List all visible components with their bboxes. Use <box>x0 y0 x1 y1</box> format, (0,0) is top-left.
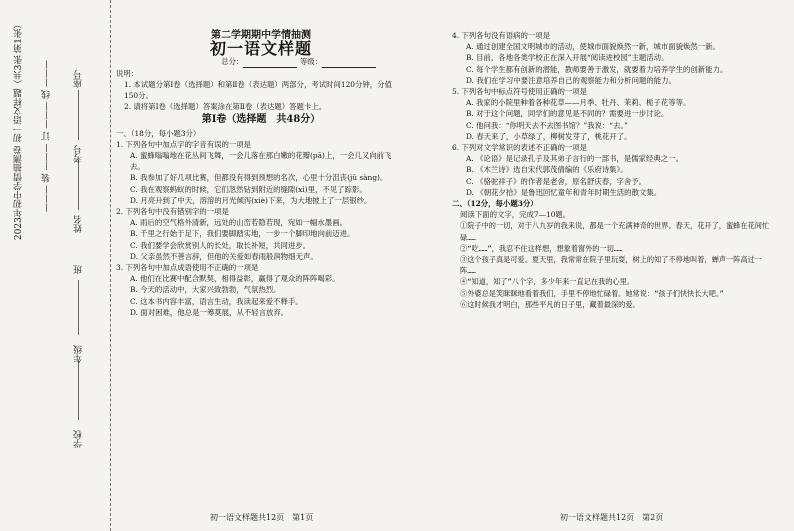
school-field[interactable] <box>78 360 79 420</box>
question-6-stem: 6. 下列对文学常识的表述不正确的一项是 <box>452 143 588 153</box>
series-label: 2023年初中学情抽测卷 初一语文样题（共3张 第1张） <box>14 20 24 241</box>
grade-label: 年级 <box>74 345 84 363</box>
question-3-option-b: B. 今天的活动中，大家兴致勃勃，气氛热烈。 <box>130 285 281 295</box>
question-4-option-a: A. 通过创建全国文明城市的活动，使城市面貌焕然一新，城市面貌焕然一新。 <box>466 42 720 52</box>
passage-paragraph: ③这个孩子真是可爱。夏天里，我常常在院子里玩耍，树上的知了不停地叫着，蝉声一阵高过一阵…… <box>460 255 762 276</box>
class-label: 班 <box>74 265 84 274</box>
score-field[interactable] <box>243 60 297 68</box>
question-5-option-a: A. 我家的小院里种着各种花草——月季、牡丹、茉莉、栀子花等等。 <box>466 98 691 108</box>
exam-no-label: 考号 <box>74 145 84 163</box>
question-2-stem: 2. 下列各句中没有错别字的一项是 <box>116 207 229 217</box>
question-5-option-b: B. 对于这个问题，同学们的意见是不同的？需要进一步讨论。 <box>466 109 669 119</box>
question-2-option-c: C. 我们要学会欣赏别人的长处，取长补短，共同进步。 <box>130 240 311 250</box>
question-4-stem: 4. 下列各句没有语病的一项是 <box>452 31 551 40</box>
question-1-option-c: C. 我在观察蚂蚁的时候，它们忽然钻到附近的缝隙(xì)里，不见了踪影。 <box>130 184 367 194</box>
seal-line-text: ——— 装 ——— 订 ——— 线 ——— <box>42 60 52 213</box>
question-4-option-c: C. 每个学生都有创新的潜能，教师要善于激发，就要着力培养学生的创新能力。 <box>466 64 728 74</box>
name-label: 姓名 <box>74 215 84 233</box>
page-footer-left: 初一语文样题共12页 第1页 <box>210 513 314 522</box>
instruction-item: 2. 请将第Ⅰ卷（选择题）答案涂在第Ⅱ卷（表达题）答题卡上。 <box>124 102 327 112</box>
binding-margin <box>0 0 111 531</box>
question-6-option-a: A. 《论语》是记录孔子及其弟子言行的一部书，是儒家经典之一。 <box>466 154 683 164</box>
left-column <box>116 30 406 318</box>
exam-title: 第二学期期中学情抽测 <box>211 30 311 41</box>
question-4-option-b: B. 目前，各地各类学校正在深入开展“阅读进校园”主题活动。 <box>466 53 669 63</box>
question-6-option-b: B. 《木兰诗》选自宋代郭茂倩编的《乐府诗集》。 <box>466 165 628 175</box>
passage-paragraph: ⑥这时候我才明白，那些平凡的日子里，藏着最深的爱。 <box>460 299 640 309</box>
passage-paragraph: ②“吃……”，我忍不住这样想，想象着窗外的一切…… <box>460 243 623 253</box>
question-6-option-d: D. 《朝花夕拾》是鲁迅回忆童年和青年时期生活的散文集。 <box>466 187 662 197</box>
passage-paragraph: ⑤外婆总是笑眯眯地看着我们，手里不停地忙碌着。她常说：“孩子们快快长大吧。” <box>460 288 724 298</box>
question-5-option-d: D. 春天来了，小草绿了，柳树发芽了，桃花开了。 <box>466 131 632 141</box>
grade-field[interactable] <box>78 280 79 335</box>
question-3-option-c: C. 这本书内容丰富，语言生动，我读起来爱不释手。 <box>130 296 303 306</box>
instructions-heading: 说明： <box>116 68 139 78</box>
passage-paragraph: ①院子中的一切，对于八九岁的我来说，都是一个充满神奇的世界。春天，花开了，蜜蜂在花间忙碌…… <box>460 221 770 242</box>
question-4-option-d: D. 我们在学习中要注意培养自己的观察能力和分析问题的能力。 <box>466 75 676 85</box>
passage-paragraph: ④“知道，知了”八个字，多少年来一直记在我的心里。 <box>460 277 634 287</box>
question-5-stem: 5. 下列各句中标点符号使用正确的一项是 <box>452 87 588 97</box>
question-1-option-b: B. 我参加了好几项比赛，但都没有得到预想的名次，心里十分沮丧(jǔ sàng)。 <box>130 173 388 183</box>
grade-level-label: 等级： <box>299 57 322 67</box>
exam-no-field[interactable] <box>78 90 79 140</box>
seat-label: 座号 <box>74 70 84 88</box>
instruction-item: 1. 本试题分第Ⅰ卷（选择题）和第Ⅱ卷（表达题）两部分，考试时间120分钟，分值150分。 <box>124 79 392 101</box>
school-label: 学校 <box>74 430 84 448</box>
right-column <box>452 30 772 310</box>
score-label: 总分： <box>221 57 244 67</box>
reading-intro: 阅读下面的文字，完成7—10题。 <box>460 210 571 220</box>
page-footer-right: 初一语文样题共12页 第2页 <box>560 513 664 522</box>
question-2-option-b: B. 千里之行始于足下，我们要脚踏实地，一步一个脚印地向前迈进。 <box>130 229 355 239</box>
question-3-option-d: D. 面对困难，他总是一筹莫展，从不轻言放弃。 <box>130 307 289 317</box>
score-row <box>116 56 376 67</box>
grade-level-field[interactable] <box>322 60 376 68</box>
exam-main-title: 初一语文样题 <box>209 39 312 59</box>
question-1-option-d: D. 月亮升到了中天，溶溶的月光倾泻(xiè)下来，为大地披上了一层银纱。 <box>130 195 372 205</box>
part-two-heading: 二、（12分，每小题3分） <box>452 199 538 209</box>
question-5-option-c: C. 他问我：“你明天去不去图书馆？”我说：“去。” <box>466 120 628 130</box>
part-one-heading: 一、（18分，每小题3分） <box>116 128 201 138</box>
question-3-option-a: A. 他们在比赛中配合默契，相得益彰，赢得了观众的阵阵喝彩。 <box>130 274 340 284</box>
question-2-option-a: A. 雨后的空气格外清新，远处的山峦若隐若现，宛如一幅水墨画。 <box>130 218 347 228</box>
question-3-stem: 3. 下列各句中加点成语使用不正确的一项是 <box>116 263 259 273</box>
section1-title: 第Ⅰ卷（选择题 共48分） <box>201 114 321 126</box>
name-field[interactable] <box>78 160 79 210</box>
question-6-option-c: C. 《骆驼祥子》的作者是老舍，原名舒庆春，字舍予。 <box>466 176 647 186</box>
question-1-option-a: A. 蜜蜂嗡嗡地在花丛间飞舞，一会儿落在那白嫩的花瓣(pā)上，一会儿又向前飞去。 <box>130 151 392 172</box>
question-2-option-d: D. 父亲虽然不善言辞，但他的关爱如春雨般润物细无声。 <box>130 251 318 261</box>
question-1-stem: 1. 下列各句中加点字的字音有误的一项是 <box>116 139 252 149</box>
